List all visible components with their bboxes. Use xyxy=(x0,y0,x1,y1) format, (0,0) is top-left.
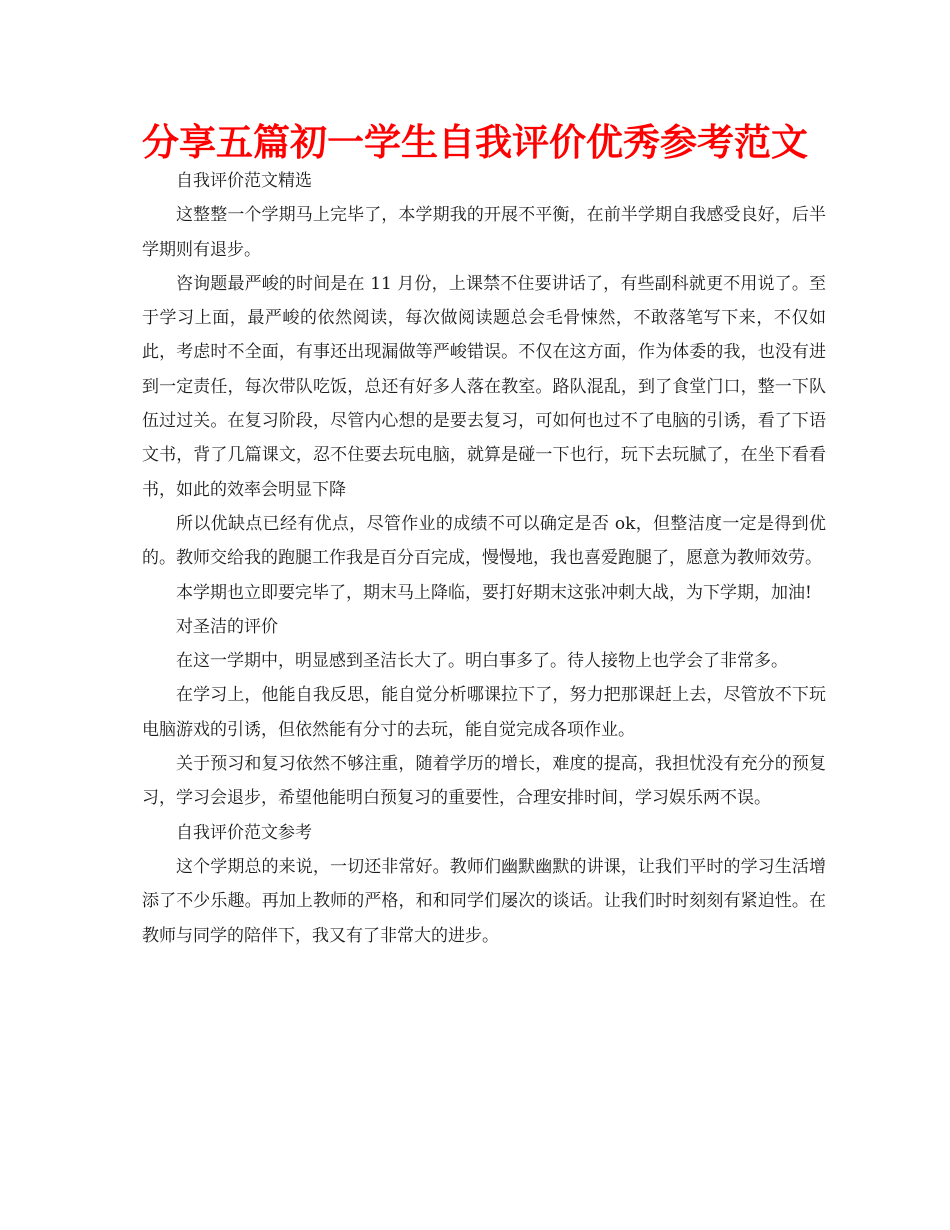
section-heading-selected-samples: 自我评价范文精选 xyxy=(176,171,312,191)
section-heading-reference-samples: 自我评价范文参考 xyxy=(176,822,312,843)
paragraph: 在这一学期中，明显感到圣洁长大了。明白事多了。待人接物上也学会了非常多。 xyxy=(176,651,788,672)
paragraph: 所以优缺点已经有优点，尽管作业的成绩不可以确定是否 ok，但整洁度一定是得到优的。教师交给我的跑腿工作我是百分百完成，慢慢地，我也喜爱跑腿了，愿意为教师效劳。 xyxy=(142,513,826,569)
paragraph: 在学习上，他能自我反思，能自觉分析哪课拉下了，努力把那课赶上去，尽管放不下玩电脑游戏的引诱，但依然能有分寸的去玩，能自觉完成各项作业。 xyxy=(142,685,826,740)
paragraph: 这整整一个学期马上完毕了，本学期我的开展不平衡，在前半学期自我感受良好，后半学期则有退步。 xyxy=(142,205,826,260)
document-title: 分享五篇初一学生自我评价优秀参考范文 xyxy=(142,121,808,164)
paragraph: 这个学期总的来说，一切还非常好。教师们幽默幽默的讲课，让我们平时的学习生活增添了不少乐趣。再加上教师的严格，和和同学们屡次的谈话。让我们时时刻刻有紧迫性。在教师与同学的陪伴下，我又有了非常大的进步。 xyxy=(142,856,826,946)
paragraph: 咨询题最严峻的时间是在 11 月份，上课禁不住要讲话了，有些副科就更不用说了。至于学习上面，最严峻的依然阅读，每次做阅读题总会毛骨悚然，不敢落笔写下来，不仅如此，考虑时不全面，有事还出现漏做等严峻错误。不仅在这方面，作为体委的我，也没有进到一定责任，每次带队吃饭，总还有好多人落在教室。路队混乱，到了食堂门口，整一下队伍过过关。在复习阶段，尽管内心想的是要去复习，可如何也过不了电脑的引诱，看了下语文书，背了几篇课文，忍不住要去玩电脑，就算是碰一下也行，玩下去玩腻了，在坐下看看书，如此的效率会明显下降 xyxy=(142,273,826,500)
paragraph: 本学期也立即要完毕了，期末马上降临，要打好期末这张冲刺大战，为下学期，加油! xyxy=(176,582,812,603)
section-heading-evaluation: 对圣洁的评价 xyxy=(176,616,278,637)
paragraph: 关于预习和复习依然不够注重，随着学历的增长，难度的提高，我担忧没有充分的预复习，学习会退步，希望他能明白预复习的重要性，合理安排时间，学习娱乐两不误。 xyxy=(142,754,826,809)
document-body xyxy=(142,164,826,953)
